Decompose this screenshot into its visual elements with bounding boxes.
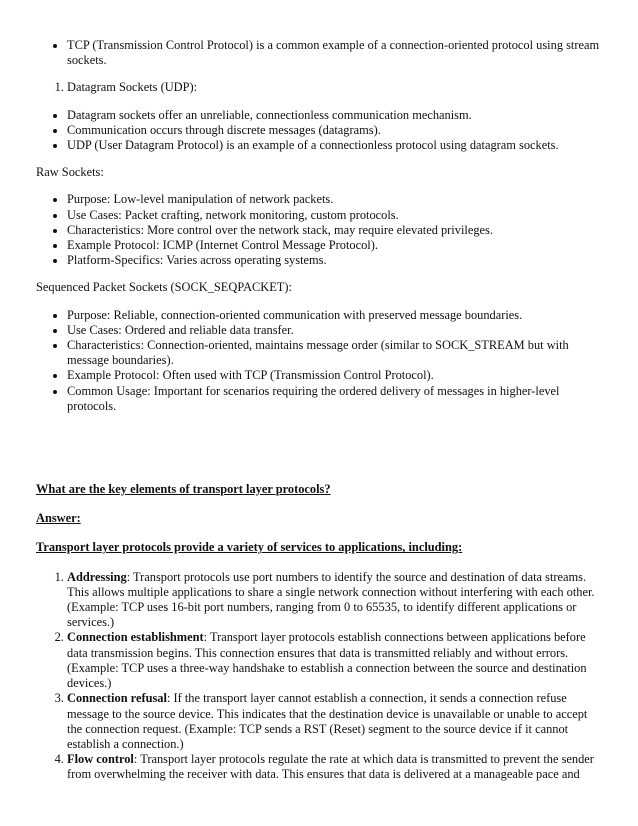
- list-item: • Characteristics: Connection-oriented, maintains message order (similar to SOCK_STREAM but with message boundaries).: [67, 338, 602, 368]
- list-item: • Characteristics: More control over the network stack, may require elevated privileges.: [67, 223, 602, 238]
- question-heading: What are the key elements of transport layer protocols?: [36, 482, 331, 497]
- seqpacket-title: Sequenced Packet Sockets (SOCK_SEQPACKET):: [36, 280, 292, 295]
- list-item: • Common Usage: Important for scenarios requiring the ordered delivery of messages in higher-level protocols.: [67, 384, 602, 414]
- raw-sockets-title: Raw Sockets:: [36, 165, 104, 180]
- datagram-numbered-heading: [36, 80, 602, 95]
- element-description: : If the transport layer cannot establish a connection, it sends a connection refuse message to the source device. This indicates that the destination device is unavailable or unable to accept the connection request. (Example: TCP sends a RST (Reset) segment to the source device if it cannot establish a connection.): [67, 691, 588, 751]
- list-item: • Datagram sockets offer an unreliable, connectionless communication mechanism.: [67, 108, 602, 123]
- element-description: : Transport layer protocols regulate the rate at which data is transmitted to prevent the sender from overwhelming the receiver with data. This ensures that data is delivered at a manageable pace and: [67, 752, 594, 782]
- answer-label: Answer:: [36, 511, 81, 526]
- list-item: [67, 570, 602, 631]
- list-item: • Use Cases: Packet crafting, network monitoring, custom protocols.: [67, 208, 602, 223]
- list-item: [67, 630, 602, 691]
- element-description: : Transport protocols use port numbers to identify the source and destination of data streams. This allows multiple applications to share a single network connection without interfering with each other. (Example: TCP uses 16-bit port numbers, ranging from 0 to 65535, to identify different applications or services.): [67, 569, 595, 630]
- datagram-title: 1. Datagram Sockets (UDP):: [67, 80, 602, 95]
- intro-bullet-list: [36, 38, 602, 68]
- raw-sockets-bullet-list: [36, 192, 602, 268]
- element-term: Connection establishment: [67, 630, 204, 645]
- datagram-bullet-list: [36, 108, 602, 154]
- element-description: : Transport layer protocols establish connections between applications before data transmission begins. This connection ensures that data is transmitted reliably and without errors. (Example: TCP uses a three-way handshake to establish a connection between the source and destination devices.): [67, 630, 587, 691]
- list-item: • Purpose: Reliable, connection-oriented communication with preserved message boundaries.: [67, 308, 602, 323]
- transport-elements-list: [36, 570, 602, 783]
- list-item: • Use Cases: Ordered and reliable data transfer.: [67, 323, 602, 338]
- list-item: • Example Protocol: ICMP (Internet Control Message Protocol).: [67, 238, 602, 253]
- element-term: Addressing: [67, 569, 127, 584]
- list-item: • Platform-Specifics: Varies across operating systems.: [67, 253, 602, 268]
- element-term: Connection refusal: [67, 691, 167, 706]
- list-item: [67, 752, 602, 782]
- list-item: • Purpose: Low-level manipulation of network packets.: [67, 192, 602, 207]
- services-heading: Transport layer protocols provide a variety of services to applications, including:: [36, 540, 463, 555]
- list-item: • Communication occurs through discrete messages (datagrams).: [67, 123, 602, 138]
- element-term: Flow control: [67, 752, 134, 767]
- list-item: [67, 691, 602, 752]
- list-item: • TCP (Transmission Control Protocol) is a common example of a connection-oriented protocol using stream sockets.: [67, 38, 602, 68]
- list-item: • Example Protocol: Often used with TCP (Transmission Control Protocol).: [67, 368, 602, 383]
- list-item: • UDP (User Datagram Protocol) is an example of a connectionless protocol using datagram sockets.: [67, 138, 602, 153]
- seqpacket-bullet-list: [36, 308, 602, 414]
